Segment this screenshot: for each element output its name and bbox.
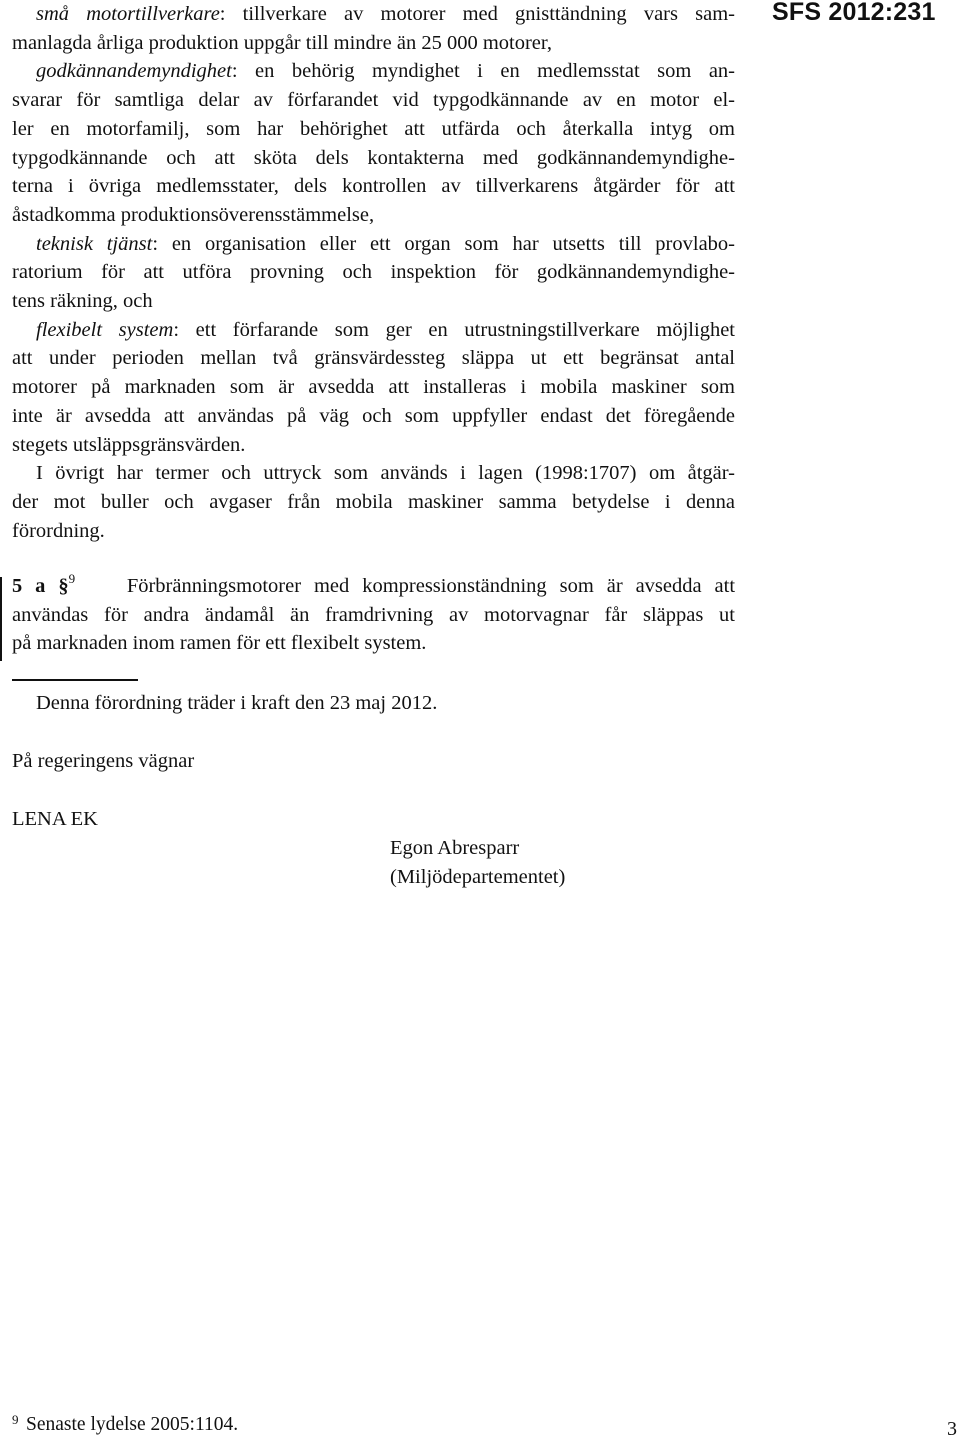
text-line: flexibelt system: ett förfarande som ger en utrustningstillverkare möjlighet xyxy=(36,318,735,341)
definition-item xyxy=(12,57,735,229)
text-line: der mot buller och avgaser från mobila maskiner samma betydelse i denna xyxy=(12,490,735,513)
text-line: typgodkännande och att sköta dels kontakterna med godkännandemyndighe- xyxy=(12,146,735,169)
footnote-text: Senaste lydelse 2005:1104. xyxy=(26,1414,239,1435)
text-line: att under perioden mellan två gränsvärdessteg släppa ut ett begränsat antal xyxy=(12,347,735,370)
text-line: terna i övriga medlemsstater, dels kontrollen av tillverkarens åtgärder för att xyxy=(12,175,735,198)
definitions-block xyxy=(12,0,735,545)
closing-paragraph xyxy=(12,459,735,545)
text-line: små motortillverkare: tillverkare av motorer med gnisttändning vars sam- xyxy=(36,3,735,25)
definition-term: teknisk tjänst xyxy=(36,232,153,255)
text-line: motorer på marknaden som är avsedda att installeras i mobila maskiner som xyxy=(12,376,735,399)
text-line: svarar för samtliga delar av förfarandet vid typgodkännande av en motor el- xyxy=(12,89,735,112)
department: (Miljödepartementet) xyxy=(390,866,566,888)
definition-item xyxy=(12,230,735,316)
text-line: tens räkning, och xyxy=(12,290,153,313)
text-line: stegets utsläppsgränsvärden. xyxy=(12,433,246,456)
text-line: förordning. xyxy=(12,519,105,542)
text-line: teknisk tjänst: en organisation eller ett organ som har utsetts till provlabo- xyxy=(36,232,735,255)
signatory-official: Egon Abresparr xyxy=(390,837,520,859)
divider-rule xyxy=(12,679,138,681)
text-line: manlagda årliga produktion uppgår till mindre än 25 000 motorer, xyxy=(12,31,553,54)
text-line: användas för andra ändamål än framdrivning av motorvagnar får släppas ut xyxy=(12,603,735,626)
text-line: åstadkomma produktionsöverensstämmelse, xyxy=(12,203,375,226)
text-line: inte är avsedda att användas på väg och som uppfyller endast det föregående xyxy=(12,404,735,427)
sfs-number: SFS 2012:231 xyxy=(772,0,936,26)
definition-term: godkännandemyndighet xyxy=(36,60,232,83)
government-line: På regeringens vägnar xyxy=(12,750,195,772)
text-line: I övrigt har termer och uttryck som används i lagen (1998:1707) om åtgär- xyxy=(36,462,735,485)
text-line: på marknaden inom ramen för ett flexibelt system. xyxy=(12,632,427,655)
page-number: 3 xyxy=(947,1418,957,1440)
change-bar xyxy=(0,577,2,661)
signatory-minister: LENA EK xyxy=(12,808,98,830)
section-text xyxy=(12,572,735,658)
definition-term: flexibelt system xyxy=(36,318,174,341)
definition-term: små motortillverkare xyxy=(36,3,220,25)
section-number: 5 a § xyxy=(12,575,69,597)
effective-date: Denna förordning träder i kraft den 23 maj 2012. xyxy=(36,692,438,714)
definition-item xyxy=(12,0,735,57)
text-line: godkännandemyndighet: en behörig myndighet i en medlemsstat som an- xyxy=(36,60,735,83)
footnote-number: 9 xyxy=(12,1412,19,1427)
footnote-ref: 9 xyxy=(68,571,76,586)
text-line: ler en motorfamilj, som har behörighet att utfärda och återkalla intyg om xyxy=(12,117,735,140)
text-line: 5 a §$^9$ Förbränningsmotorer med kompressionständning som är avsedda att xyxy=(12,571,736,597)
text-line: ratorium för att utföra provning och inspektion för godkännandemyndighe- xyxy=(12,261,735,284)
definition-item xyxy=(12,316,735,460)
